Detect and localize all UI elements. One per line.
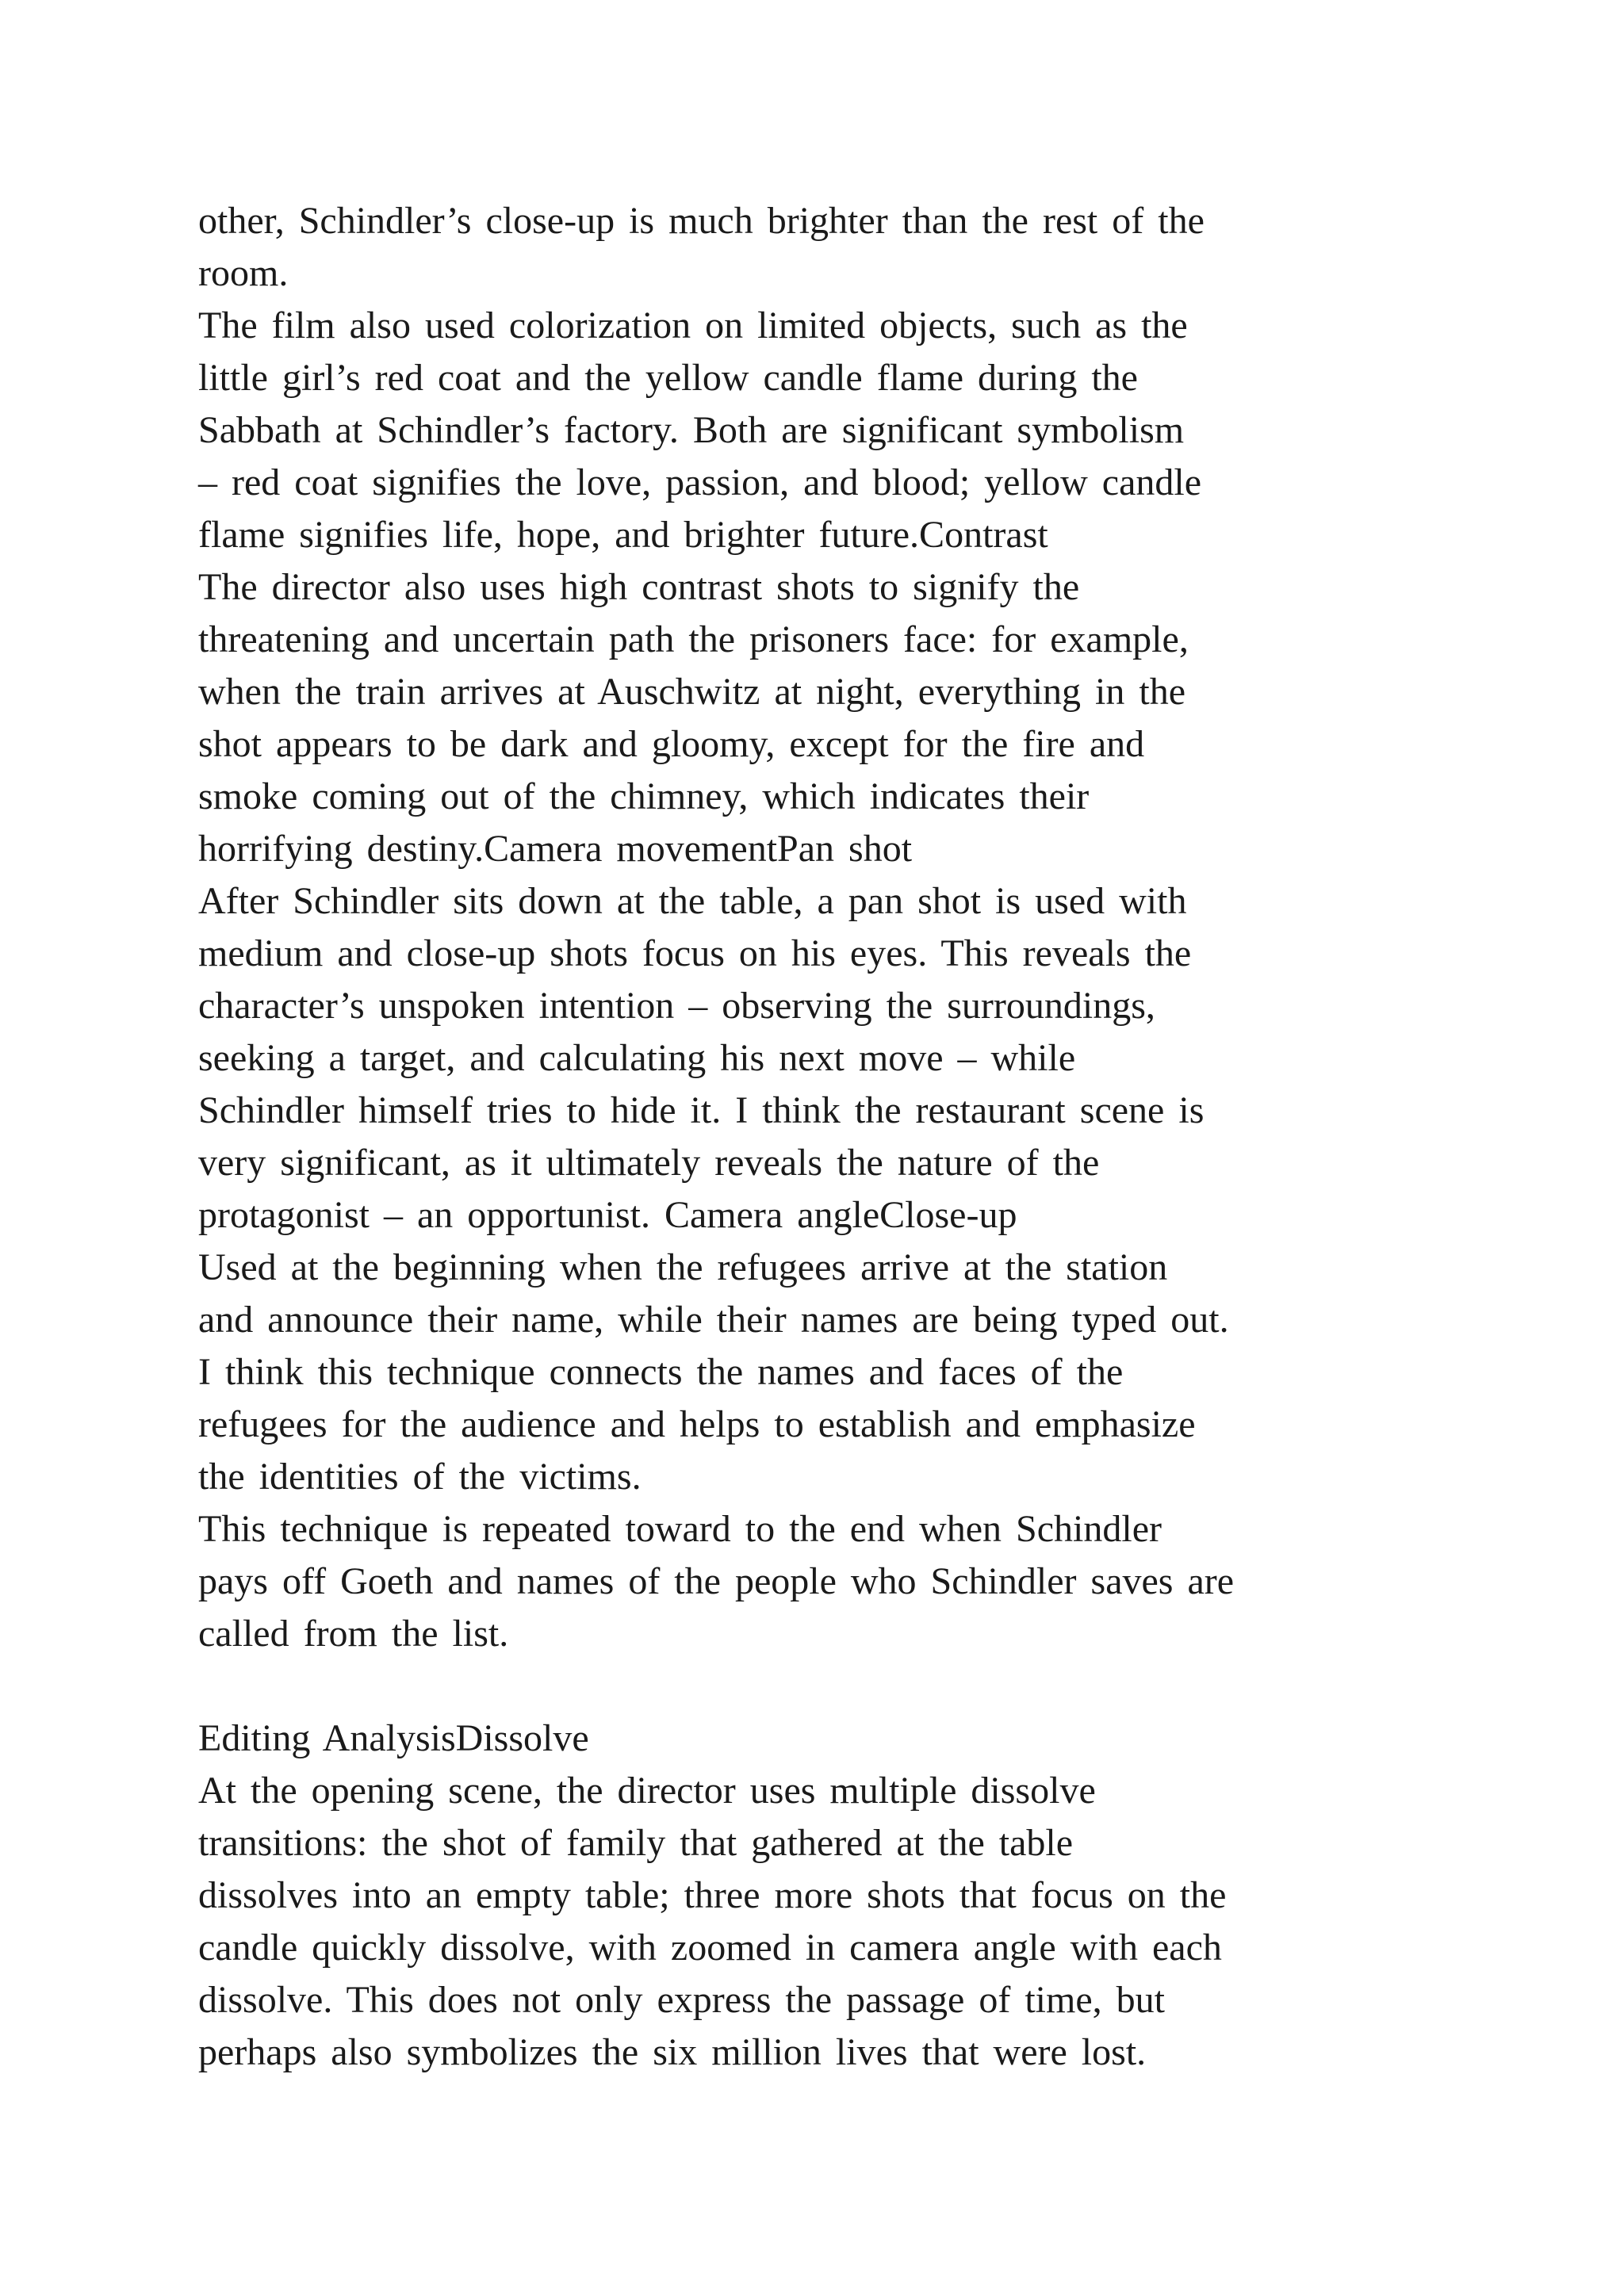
text-line: little girl’s red coat and the yellow candle flame during the [198, 357, 1138, 399]
text-line: Sabbath at Schindler’s factory. Both are significant symbolism [198, 409, 1185, 451]
text-line: This technique is repeated toward to the end when Schindler [198, 1508, 1162, 1550]
text-line: medium and close-up shots focus on his eyes. This reveals the [198, 932, 1192, 974]
text-line: The director also uses high contrast shots to signify the [198, 566, 1080, 608]
text-line: room. [198, 252, 289, 294]
text-line: threatening and uncertain path the prisoners face: for example, [198, 618, 1189, 660]
text-line: called from the list. [198, 1613, 509, 1655]
text-line: the identities of the victims. [198, 1456, 642, 1498]
text-line: I think this technique connects the names and faces of the [198, 1351, 1124, 1393]
blank-line [198, 1660, 1483, 1712]
text-line: protagonist – an opportunist. Camera angleClose-up [198, 1194, 1017, 1236]
text-line: At the opening scene, the director uses multiple dissolve [198, 1770, 1096, 1812]
text-line: smoke coming out of the chimney, which indicates their [198, 775, 1090, 817]
text-line: refugees for the audience and helps to establish and emphasize [198, 1403, 1196, 1445]
text-line: seeking a target, and calculating his next move – while [198, 1037, 1076, 1079]
text-line: After Schindler sits down at the table, a pan shot is used with [198, 880, 1187, 922]
text-line: The film also used colorization on limited objects, such as the [198, 304, 1188, 346]
text-line: dissolves into an empty table; three more shots that focus on the [198, 1874, 1227, 1916]
document-body-text [198, 195, 1483, 2079]
text-line: perhaps also symbolizes the six million lives that were lost. [198, 2031, 1147, 2073]
text-line: – red coat signifies the love, passion, and blood; yellow candle [198, 461, 1202, 503]
text-line: transitions: the shot of family that gathered at the table [198, 1822, 1074, 1864]
text-line: Used at the beginning when the refugees arrive at the station [198, 1246, 1168, 1288]
text-line: character’s unspoken intention – observing the surroundings, [198, 985, 1155, 1027]
section-heading-line: Editing AnalysisDissolve [198, 1717, 589, 1759]
text-line: candle quickly dissolve, with zoomed in camera angle with each [198, 1927, 1222, 1969]
text-line: flame signifies life, hope, and brighter future.Contrast [198, 514, 1048, 556]
text-line: very significant, as it ultimately reveals the nature of the [198, 1142, 1100, 1184]
text-line: and announce their name, while their names are being typed out. [198, 1299, 1229, 1341]
text-line: horrifying destiny.Camera movementPan shot [198, 828, 913, 870]
text-line: pays off Goeth and names of the people who Schindler saves are [198, 1560, 1235, 1602]
text-line: shot appears to be dark and gloomy, except for the fire and [198, 723, 1145, 765]
text-line: when the train arrives at Auschwitz at night, everything in the [198, 671, 1185, 713]
text-line: Schindler himself tries to hide it. I think the restaurant scene is [198, 1089, 1205, 1131]
text-line: dissolve. This does not only express the passage of time, but [198, 1979, 1165, 2021]
text-line: other, Schindler’s close-up is much brighter than the rest of the [198, 200, 1205, 242]
